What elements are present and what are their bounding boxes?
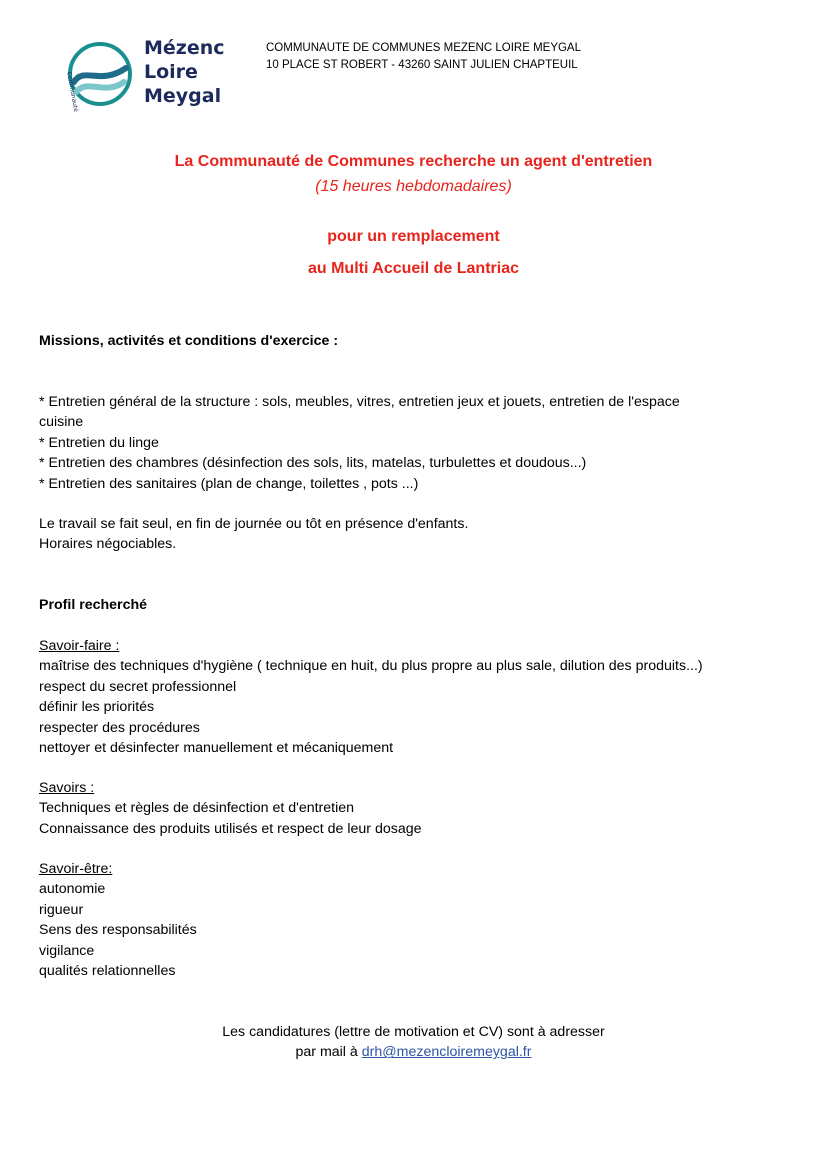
missions-list bbox=[39, 392, 799, 494]
savoirs-label: Savoirs : bbox=[39, 780, 95, 796]
announcement-hours: (15 heures hebdomadaires) bbox=[315, 178, 512, 195]
email-link[interactable]: drh@mezencloiremeygal.fr bbox=[361, 1044, 532, 1061]
list-item: autonomie bbox=[39, 881, 106, 898]
logo-emblem-icon bbox=[60, 36, 140, 116]
footer-line-2-prefix: par mail à bbox=[295, 1044, 362, 1061]
list-item: respect du secret professionnel bbox=[39, 678, 237, 695]
list-item: qualités relationnelles bbox=[39, 963, 176, 980]
organization-logo bbox=[60, 36, 230, 116]
logo-wordmark bbox=[144, 36, 225, 108]
work-conditions bbox=[39, 514, 799, 555]
list-item: * Entretien des chambres (désinfection des sols, lits, matelas, turbulettes et doudous...) bbox=[39, 455, 587, 472]
list-item: * Entretien des sanitaires (plan de change, toilettes , pots ...) bbox=[39, 475, 419, 492]
footer-line-2 bbox=[0, 1042, 827, 1062]
list-item: * Entretien général de la structure : sols, meubles, vitres, entretien jeux et jouets, entretien de l'espace bbox=[39, 394, 680, 410]
announcement-location: au Multi Accueil de Lantriac bbox=[307, 260, 519, 277]
list-item: définir les priorités bbox=[39, 699, 155, 716]
announcement-title: La Communauté de Communes recherche un agent d'entretien bbox=[174, 153, 653, 170]
logo-word-2: Loire bbox=[144, 61, 198, 83]
list-item: * Entretien du linge bbox=[39, 434, 159, 451]
savoirs-section bbox=[39, 778, 799, 839]
savoir-faire-label: Savoir-faire : bbox=[39, 638, 120, 654]
savoir-etre-section bbox=[39, 859, 799, 981]
list-item: Techniques et règles de désinfection et d'entretien bbox=[39, 800, 355, 817]
condition-text: Le travail se fait seul, en fin de journée ou tôt en présence d'enfants. bbox=[39, 516, 469, 532]
address-line-1: COMMUNAUTE DE COMMUNES MEZENC LOIRE MEYGAL bbox=[266, 42, 581, 54]
list-item: cuisine bbox=[39, 414, 84, 431]
list-item: vigilance bbox=[39, 942, 95, 959]
list-item: Connaissance des produits utilisés et respect de leur dosage bbox=[39, 820, 422, 837]
footer-line-1: Les candidatures (lettre de motivation et CV) sont à adresser bbox=[222, 1024, 605, 1040]
list-item: nettoyer et désinfecter manuellement et mécaniquement bbox=[39, 740, 394, 757]
logo-word-1: Mézenc bbox=[144, 37, 225, 59]
list-item: rigueur bbox=[39, 901, 84, 918]
announcement-purpose: pour un remplacement bbox=[327, 228, 500, 245]
header-address bbox=[266, 40, 581, 74]
condition-text: Horaires négociables. bbox=[39, 536, 177, 553]
address-line-2: 10 PLACE ST ROBERT - 43260 SAINT JULIEN CHAPTEUIL bbox=[266, 59, 578, 71]
missions-heading: Missions, activités et conditions d'exercice : bbox=[39, 333, 339, 349]
list-item: respecter des procédures bbox=[39, 719, 200, 736]
logo-word-3: Meygal bbox=[144, 85, 222, 107]
profile-heading: Profil recherché bbox=[39, 597, 148, 613]
application-footer bbox=[0, 1022, 827, 1063]
list-item: Sens des responsabilités bbox=[39, 922, 197, 939]
savoir-faire-section bbox=[39, 636, 799, 758]
savoir-etre-label: Savoir-être: bbox=[39, 861, 113, 877]
logo-side-text: Communauté bbox=[65, 71, 80, 113]
list-item: maîtrise des techniques d'hygiène ( technique en huit, du plus propre au plus sale, dilution des produits...) bbox=[39, 658, 703, 675]
